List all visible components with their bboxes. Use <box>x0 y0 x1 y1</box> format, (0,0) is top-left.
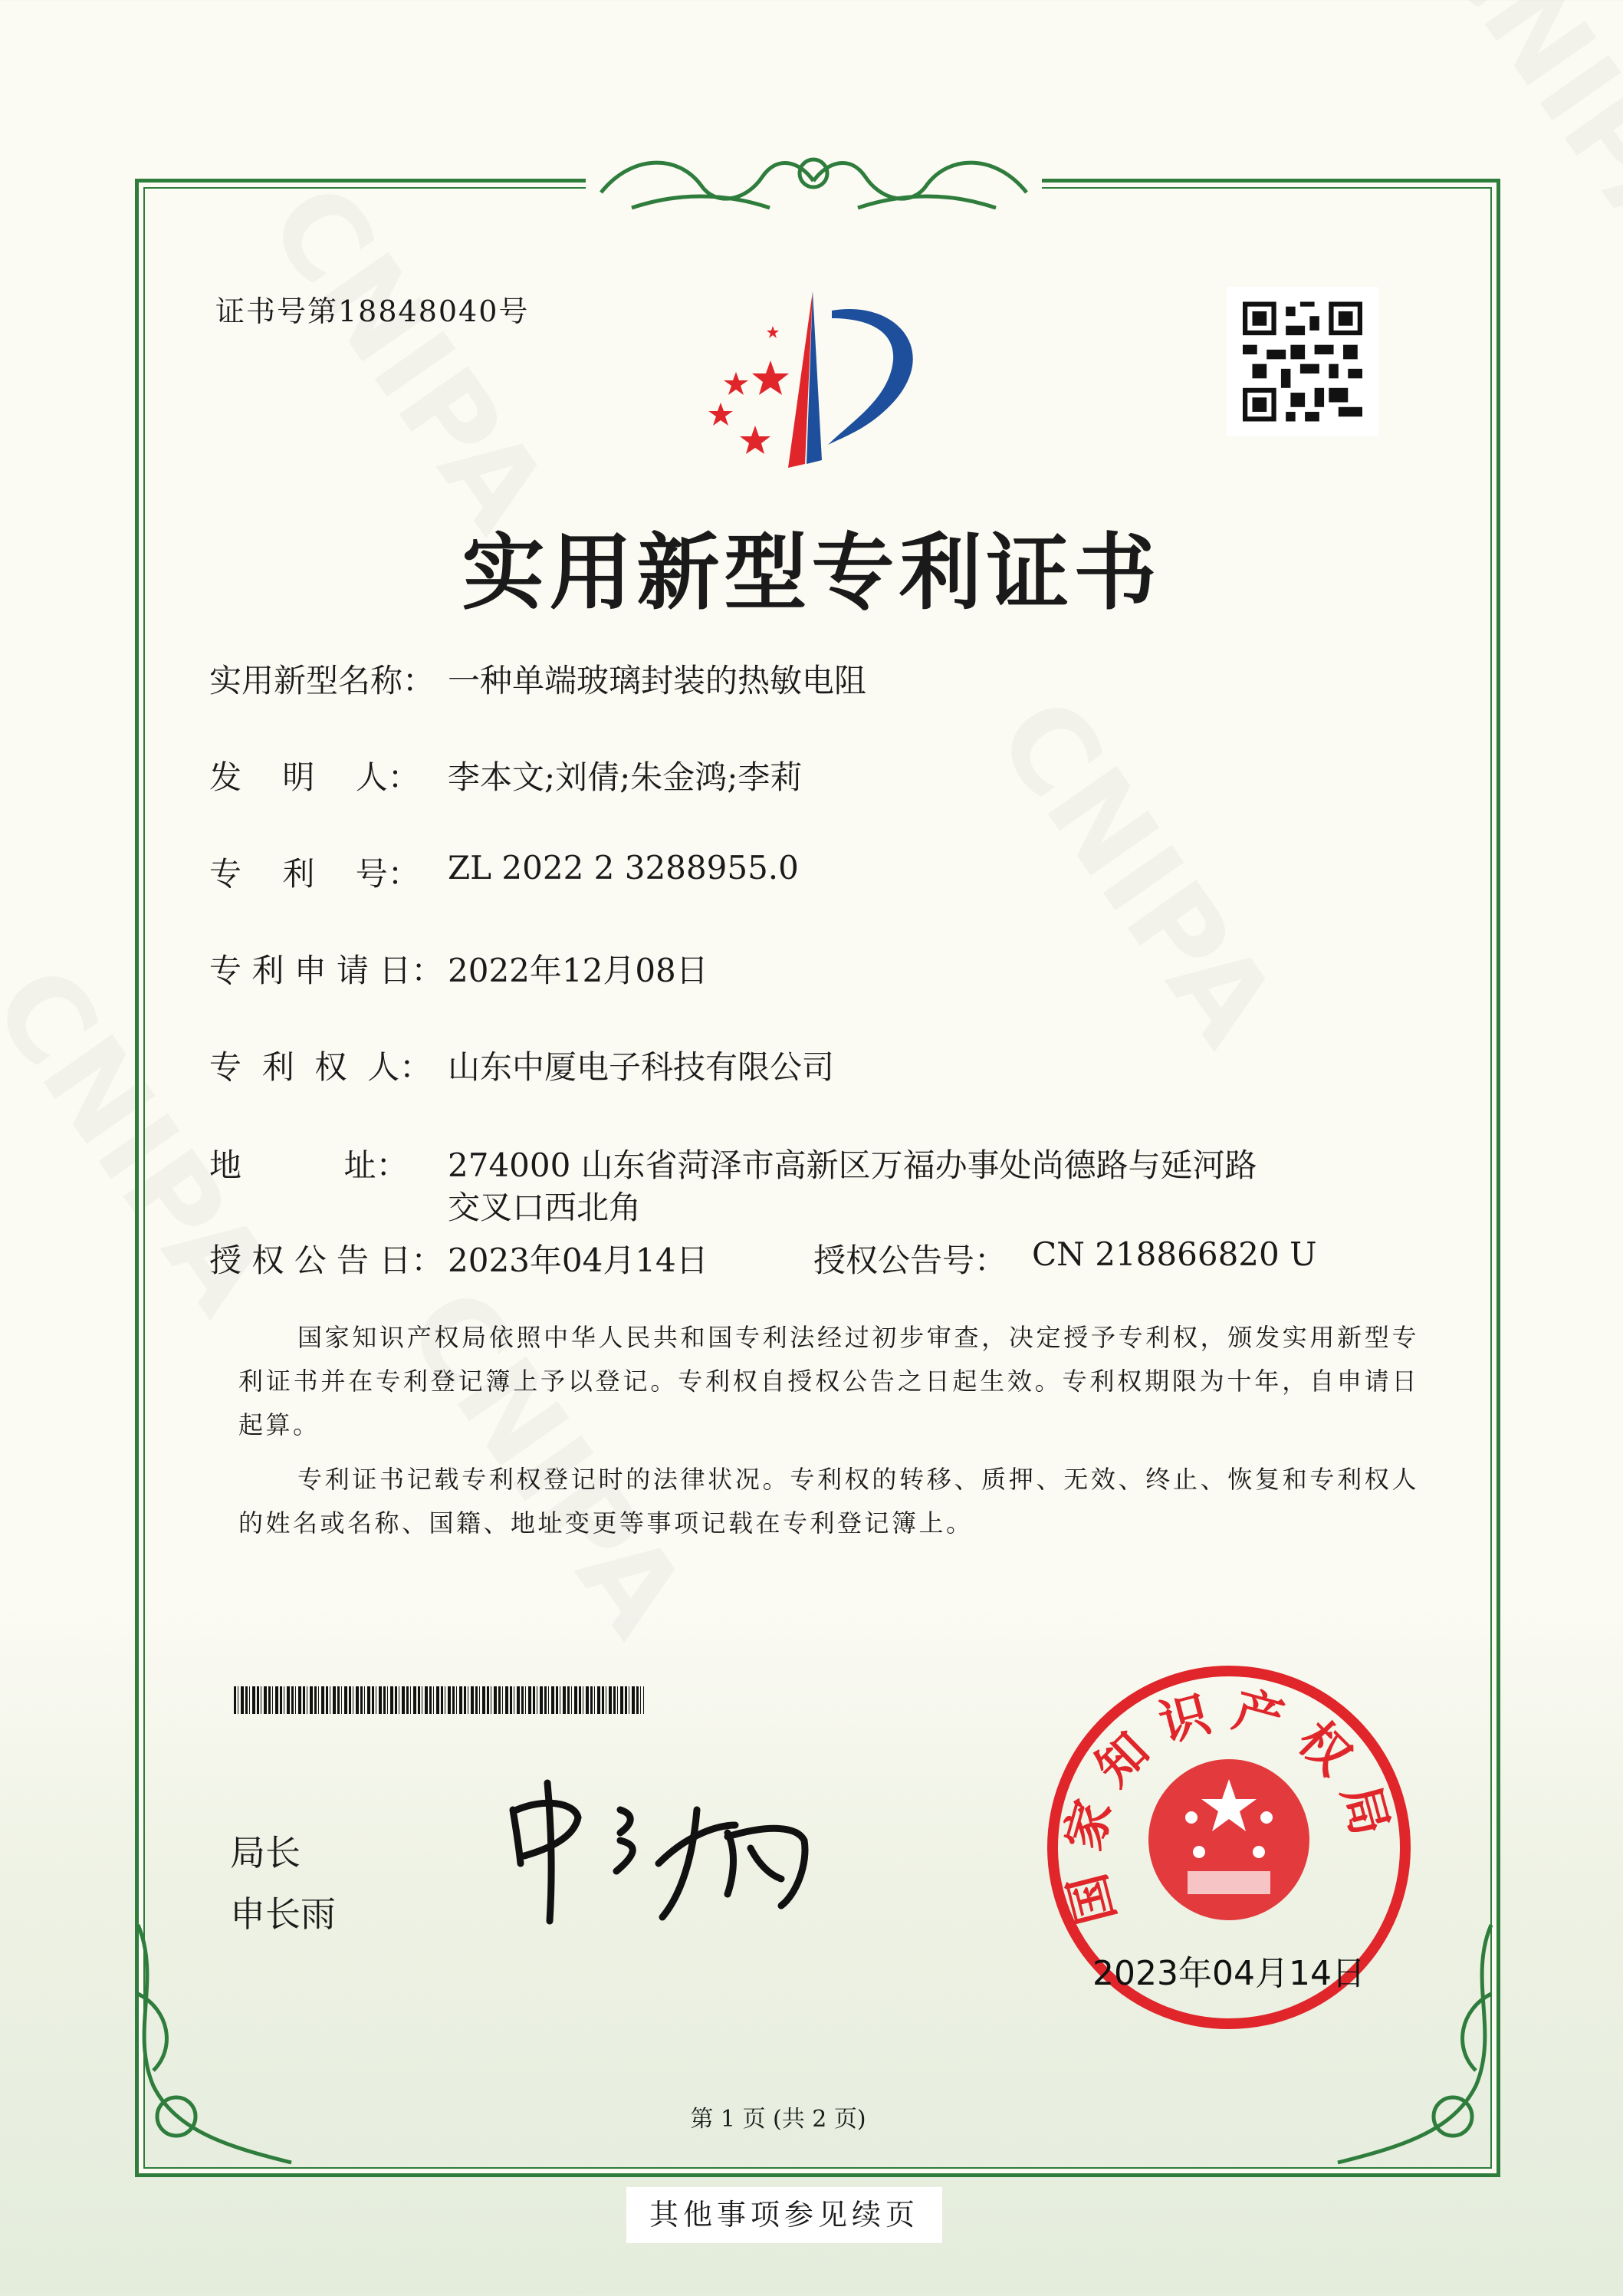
paragraph-grant: 国家知识产权局依照中华人民共和国专利法经过初步审查，决定授予专利权，颁发实用新型专利证书并在专利登记簿上予以登记。专利权自授权公告之日起生效。专利权期限为十年，自申请日起算。 <box>238 1323 1419 1439</box>
certificate-title: 实用新型专利证书 <box>462 525 1161 621</box>
field-value-patent-number: ZL 2022 2 3288955.0 <box>448 849 799 886</box>
certificate-number: 证书号第18848040号 <box>215 294 530 328</box>
field-value-filing-date: 2022年12月08日 <box>448 952 708 989</box>
signatory-name: 申长雨 <box>230 1893 336 1935</box>
field-value-grant-date: 2023年04月14日 <box>448 1242 708 1279</box>
seal-date: 2023年04月14日 <box>1092 1954 1365 1993</box>
signatory-title: 局长 <box>230 1832 301 1873</box>
field-value-patentee: 山东中厦电子科技有限公司 <box>448 1048 835 1086</box>
corner-ornament-right <box>1322 1917 1506 2178</box>
corner-ornament-left <box>123 1917 307 2178</box>
field-label-grant-publication: 授权公告号： <box>813 1242 1007 1279</box>
field-label-patent-number: 专 利 号： <box>209 855 420 893</box>
field-label-inventors: 发 明 人： <box>209 758 420 796</box>
field-value-name: 一种单端玻璃封装的热敏电阻 <box>448 662 867 699</box>
field-label-filing-date: 专 利 申 请 日： <box>209 952 444 989</box>
barcode <box>234 1686 644 1714</box>
paragraph-legal-status: 专利证书记载专利权登记时的法律状况。专利权的转移、质押、无效、终止、恢复和专利权人的姓名或名称、国籍、地址变更等事项记载在专利登记簿上。 <box>238 1465 1419 1538</box>
field-value-address: 274000 山东省菏泽市高新区万福办事处尚德路与延河路 <box>448 1146 1257 1184</box>
field-label-patentee: 专 利 权 人： <box>209 1048 432 1086</box>
page-number: 第 1 页 (共 2 页) <box>690 2106 866 2133</box>
field-value-inventors: 李本文;刘倩;朱金鸿;李莉 <box>448 758 803 796</box>
field-label-name: 实用新型名称： <box>209 662 435 699</box>
cnipa-logo <box>698 291 935 475</box>
field-label-grant-date: 授 权 公 告 日： <box>209 1242 444 1279</box>
qr-code[interactable] <box>1227 287 1378 436</box>
continued-note: 其他事项参见续页 <box>626 2187 942 2243</box>
field-label-address: 地 址： <box>209 1146 409 1184</box>
top-ornament <box>586 139 1042 219</box>
handwritten-signature <box>505 1779 827 1925</box>
field-value-address-line2: 交叉口西北角 <box>448 1189 642 1226</box>
field-value-grant-publication: CN 218866820 U <box>1032 1235 1317 1273</box>
seal-text: 国家知识产权局 <box>1055 1681 1403 1930</box>
